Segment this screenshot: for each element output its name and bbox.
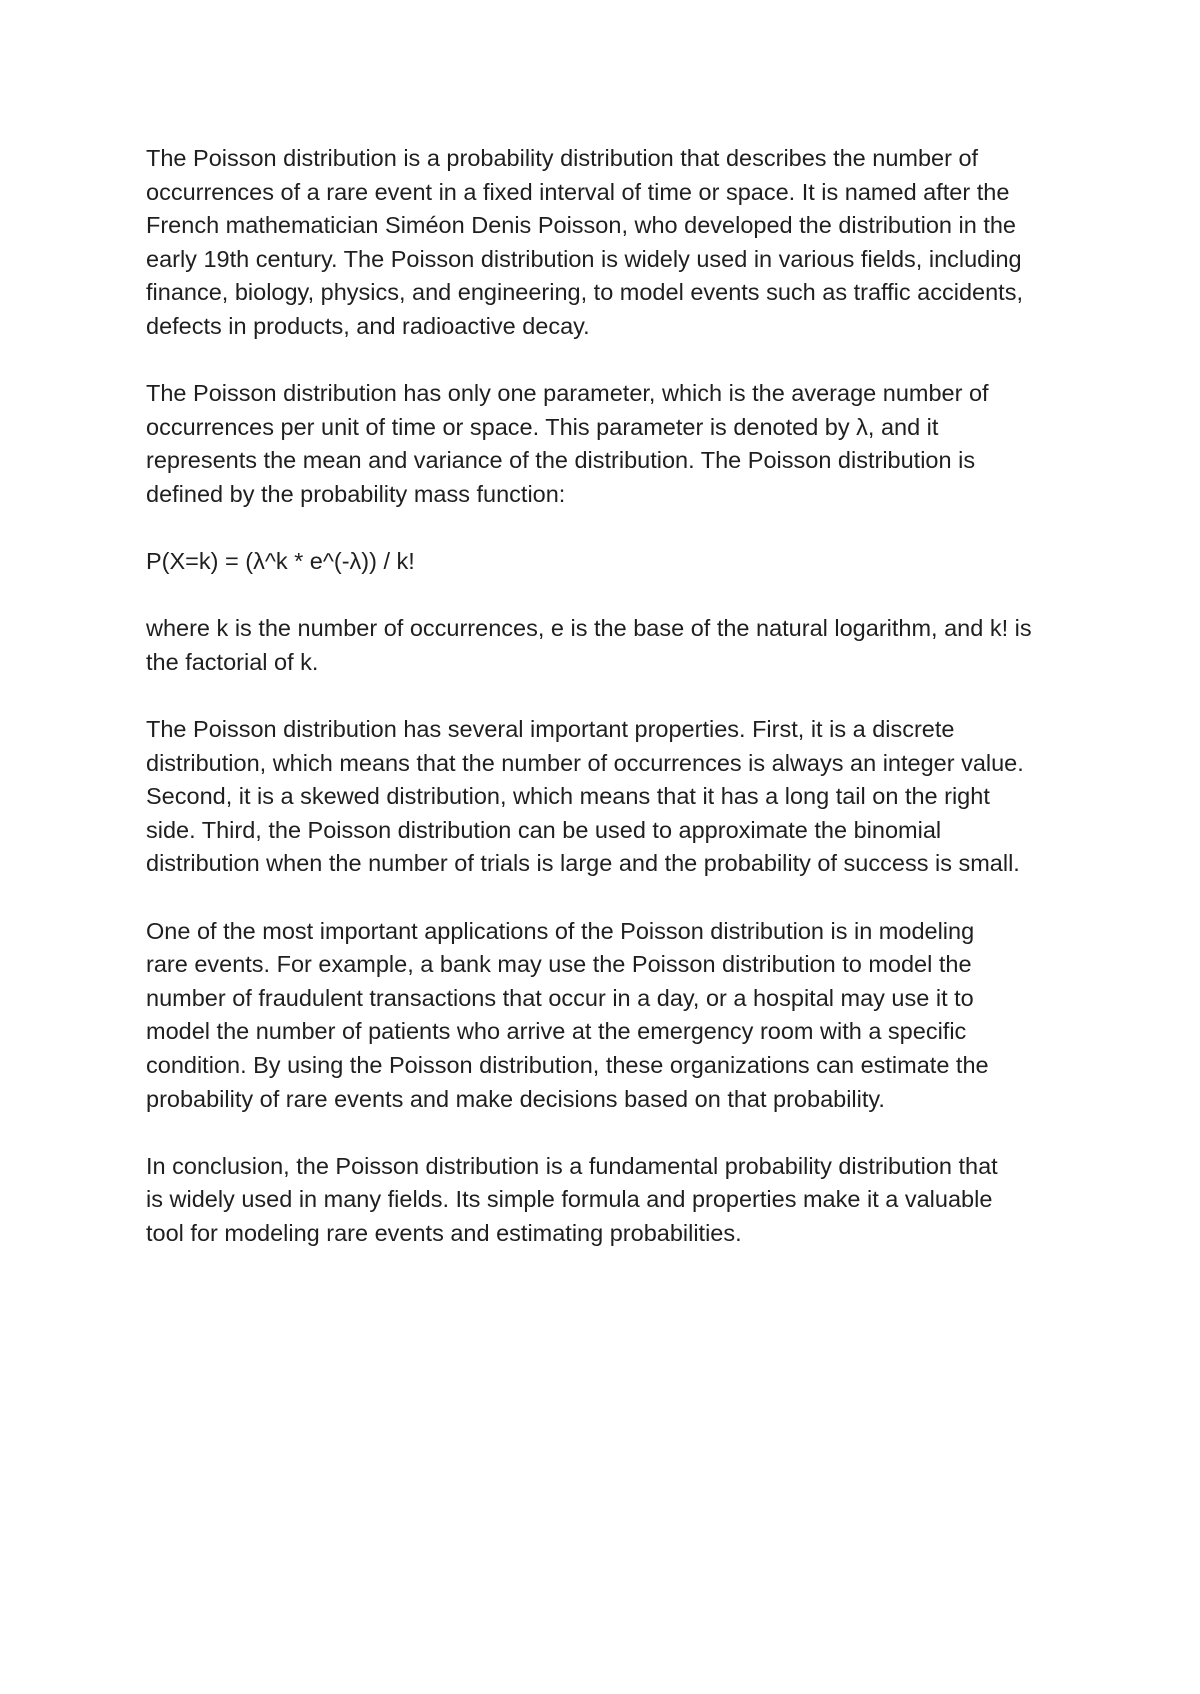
paragraph-properties [146, 713, 1076, 881]
text-line: distribution when the number of trials is large and the probability of success is small. [146, 850, 1020, 877]
paragraph-formula [146, 545, 1076, 579]
text-line: defined by the probability mass function: [146, 480, 566, 507]
text-line: condition. By using the Poisson distribution, these organizations can estimate the [146, 1052, 989, 1079]
text-line: early 19th century. The Poisson distribution is widely used in various fields, including [146, 245, 1022, 272]
paragraph-intro [146, 142, 1076, 344]
text-line: The Poisson distribution is a probability distribution that describes the number of [146, 145, 979, 171]
text-line: model the number of patients who arrive at the emergency room with a specific [146, 1018, 967, 1045]
text-line: In conclusion, the Poisson distribution is a fundamental probability distribution that [146, 1152, 998, 1179]
paragraph-conclusion [146, 1150, 1076, 1251]
text-line: One of the most important applications of the Poisson distribution is in modeling [146, 917, 975, 944]
text-line: occurrences per unit of time or space. This parameter is denoted by λ, and it [146, 413, 939, 440]
text-line: The Poisson distribution has only one parameter, which is the average number of [146, 380, 989, 407]
text-line: probability of rare events and make decisions based on that probability. [146, 1085, 885, 1112]
text-line: number of fraudulent transactions that occur in a day, or a hospital may use it to [146, 984, 974, 1011]
paragraph-definitions [146, 612, 1076, 679]
text-line: represents the mean and variance of the distribution. The Poisson distribution is [146, 447, 976, 474]
text-line: is widely used in many fields. Its simple formula and properties make it a valuable [146, 1186, 993, 1213]
paragraph-parameter [146, 377, 1076, 511]
paragraph-applications [146, 915, 1076, 1117]
document-body [146, 142, 1076, 1284]
text-line: where k is the number of occurrences, e is the base of the natural logarithm, and k! is [146, 615, 1032, 642]
text-line: Second, it is a skewed distribution, which means that it has a long tail on the right [146, 783, 990, 810]
text-line: rare events. For example, a bank may use the Poisson distribution to model the [146, 951, 972, 978]
text-line: defects in products, and radioactive decay. [146, 312, 590, 339]
text-line: side. Third, the Poisson distribution can be used to approximate the binomial [146, 816, 942, 843]
text-line: tool for modeling rare events and estimating probabilities. [146, 1220, 742, 1246]
text-line: distribution, which means that the number of occurrences is always an integer value. [146, 749, 1024, 776]
text-line: finance, biology, physics, and engineering, to model events such as traffic accidents, [146, 279, 1023, 306]
text-line: the factorial of k. [146, 648, 319, 675]
formula-line: P(X=k) = (λ^k * e^(-λ)) / k! [146, 548, 415, 575]
text-line: French mathematician Siméon Denis Poisson, who developed the distribution in the [146, 212, 1016, 239]
text-line: occurrences of a rare event in a fixed interval of time or space. It is named after the [146, 178, 1010, 205]
text-line: The Poisson distribution has several important properties. First, it is a discrete [146, 716, 955, 743]
